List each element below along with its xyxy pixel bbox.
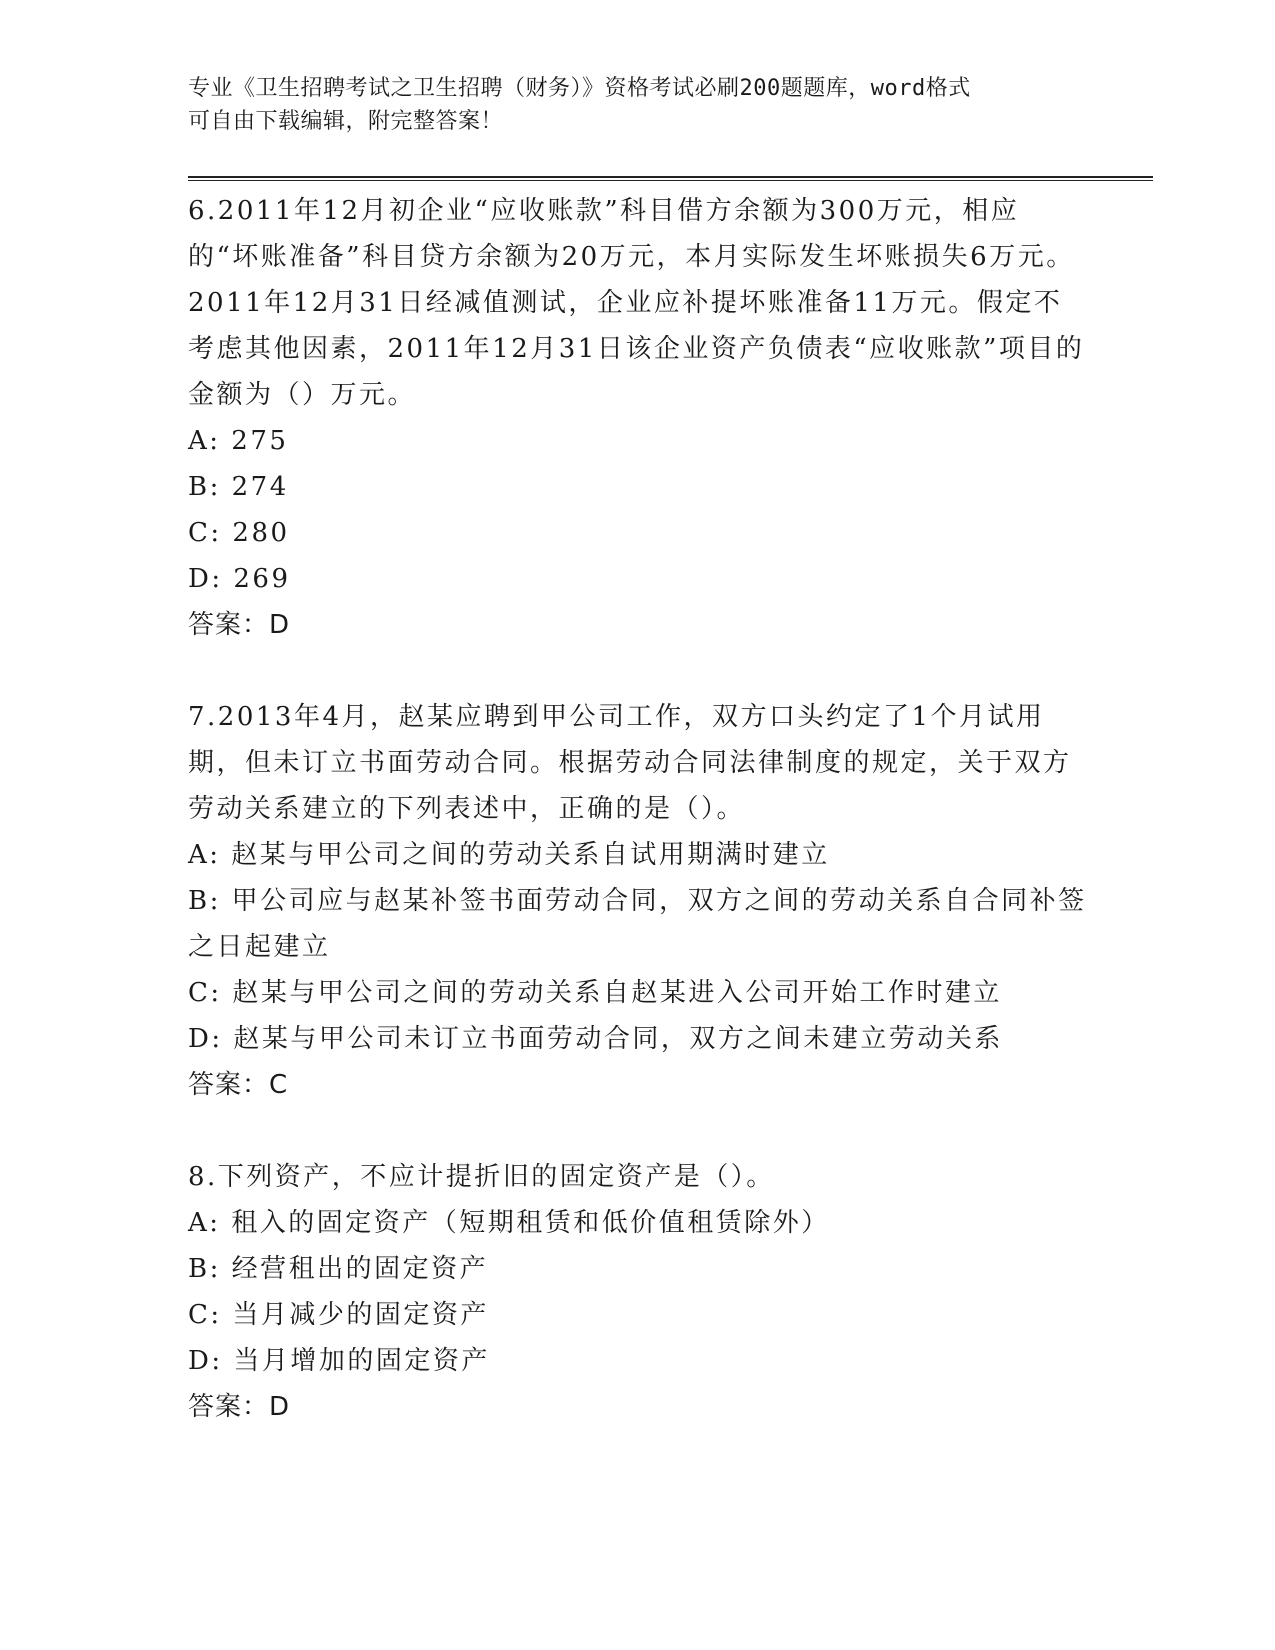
option-a: A: 租入的固定资产（短期租赁和低价值租赁除外） — [188, 1208, 830, 1238]
option-b: B: 274 — [188, 472, 289, 502]
option-c: C: 当月减少的固定资产 — [188, 1300, 489, 1330]
question-spacer — [188, 1108, 1088, 1154]
answer-label: 答案：C — [188, 1070, 289, 1100]
option-a: A: 275 — [188, 426, 289, 456]
answer-label: 答案：D — [188, 610, 291, 640]
option-c: C: 280 — [188, 518, 290, 548]
question-text: 8.下列资产，不应计提折旧的固定资产是（）。 — [188, 1162, 775, 1192]
option-a: A: 赵某与甲公司之间的劳动关系自试用期满时建立 — [188, 840, 830, 870]
header-line-2: 可自由下载编辑，附完整答案！ — [188, 109, 504, 134]
option-b: B: 经营租出的固定资产 — [188, 1254, 489, 1284]
option-c: C: 赵某与甲公司之间的劳动关系自赵某进入公司开始工作时建立 — [188, 978, 1002, 1008]
question-text: 6.2011年12月初企业“应收账款”科目借方余额为300万元，相应的“坏账准备”科目贷方余额为20万元，本月实际发生坏账损失6万元。2011年12月31日经减值测试，企业应补提坏账准备11万元。假定不考虑其他因素，2011年12月31日该企业资产负债表“应收账款”项目的金额为（）万元。 — [188, 196, 1085, 410]
question-text: 7.2013年4月，赵某应聘到甲公司工作，双方口头约定了1个月试用期，但未订立书面劳动合同。根据劳动合同法律制度的规定，关于双方劳动关系建立的下列表述中，正确的是（）。 — [188, 702, 1072, 824]
question-6 — [188, 188, 1088, 648]
question-7 — [188, 694, 1088, 1108]
option-d: D: 当月增加的固定资产 — [188, 1346, 490, 1376]
answer-label: 答案：D — [188, 1392, 291, 1422]
option-b: B: 甲公司应与赵某补签书面劳动合同，双方之间的劳动关系自合同补签之日起建立 — [188, 886, 1087, 962]
document-header — [188, 72, 1088, 138]
question-spacer — [188, 648, 1088, 694]
question-8 — [188, 1154, 1088, 1430]
question-list — [188, 188, 1088, 1430]
option-d: D: 赵某与甲公司未订立书面劳动合同，双方之间未建立劳动关系 — [188, 1024, 1003, 1054]
header-divider — [188, 176, 1153, 181]
header-line-1: 专业《卫生招聘考试之卫生招聘（财务）》资格考试必刷200题题库，word格式 — [188, 76, 971, 101]
option-d: D: 269 — [188, 564, 291, 594]
